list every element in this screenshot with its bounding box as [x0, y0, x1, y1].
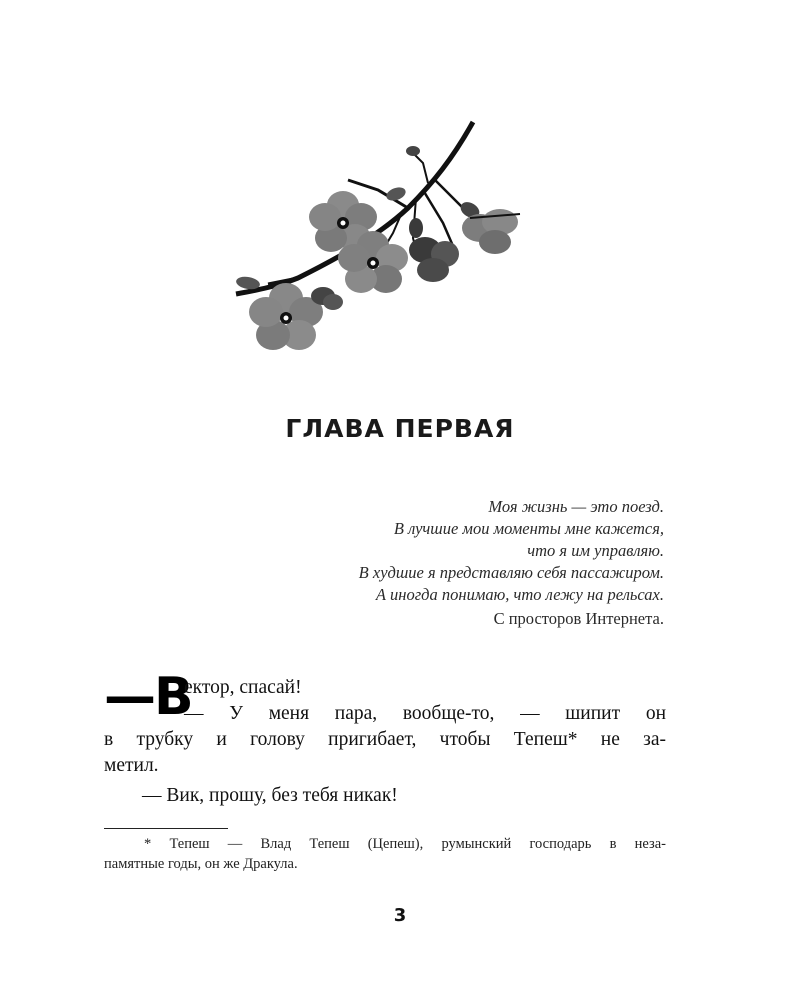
- footnote-divider: [104, 828, 228, 829]
- body-text: [104, 667, 666, 809]
- footnote: [104, 834, 666, 874]
- epigraph-line: В худшие я представляю себя пассажиром.: [358, 563, 664, 582]
- dropcap-lines: [184, 675, 666, 727]
- dropcap-paragraph: [104, 667, 666, 727]
- body-line: в трубку и голову пригибает, чтобы Тепеш* не за-: [104, 729, 666, 750]
- page-number: 3: [393, 905, 407, 926]
- epigraph-source: С просторов Интернета.: [493, 609, 664, 628]
- epigraph-line: А иногда понимаю, что лежу на рельсах.: [375, 585, 664, 604]
- epigraph-line: что я им управляю.: [527, 541, 664, 560]
- body-line: ектор, спасай!: [184, 677, 302, 698]
- epigraph: [224, 496, 664, 630]
- chapter-title: ГЛАВА ПЕРВАЯ: [285, 414, 515, 443]
- epigraph-line: Моя жизнь — это поезд.: [488, 497, 664, 516]
- footnote-line: * Тепеш — Влад Тепеш (Цепеш), румынский господарь в неза-: [144, 836, 666, 852]
- body-line: — У меня пара, вообще-то, — шипит он: [184, 703, 666, 724]
- footnote-line: памятные годы, он же Дракула.: [104, 856, 298, 872]
- body-line: — Вик, прошу, без тебя никак!: [142, 785, 398, 806]
- body-line: метил.: [104, 755, 159, 776]
- drop-cap: —В: [104, 667, 192, 727]
- cherry-blossom-branch-illustration: [228, 118, 538, 358]
- epigraph-line: В лучшие мои моменты мне кажется,: [393, 519, 664, 538]
